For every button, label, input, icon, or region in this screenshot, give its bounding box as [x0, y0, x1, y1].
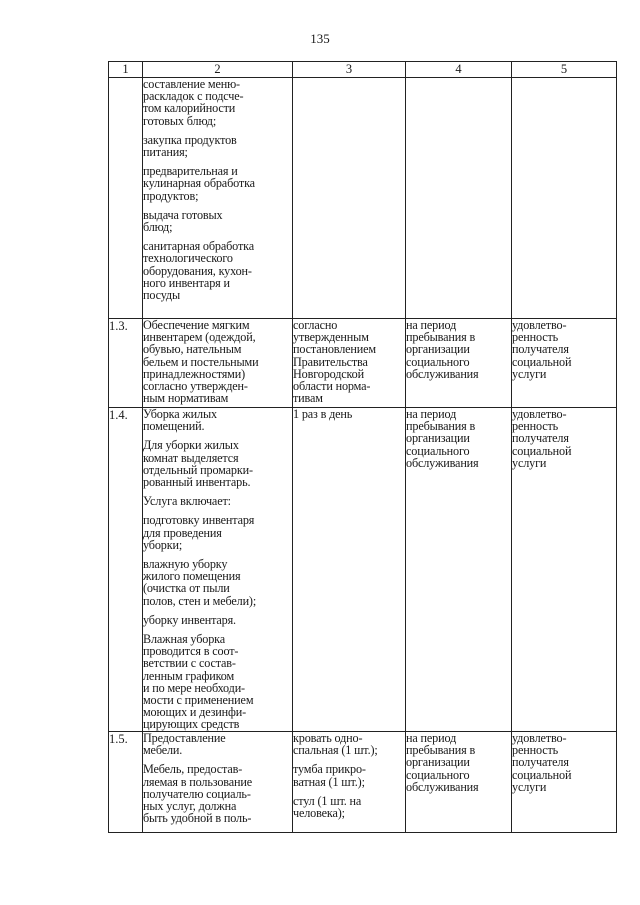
- quality-cell: [512, 78, 617, 319]
- service-term: на период пребывания в организации социального обслуживания: [406, 731, 479, 794]
- volume-cell: [293, 408, 406, 732]
- header-cell-3: 3: [293, 62, 406, 78]
- service-description-cell: [143, 732, 293, 833]
- term-cell: [406, 78, 512, 319]
- service-step: выдача готовых блюд;: [143, 207, 223, 235]
- service-step: закупка продуктов питания;: [143, 132, 237, 160]
- row-number: 1.4.: [109, 408, 143, 732]
- service-paragraph: Услуга включает:: [143, 494, 231, 509]
- service-paragraph: Влажная уборка проводится в соот- ветствии с состав- ленным графиком и по мере необходи- мости с применением моющих и дезинфи- цирующих средств: [143, 632, 254, 732]
- furniture-item: тумба прикро- ватная (1 шт.);: [293, 762, 366, 789]
- header-cell-4: 4: [406, 62, 512, 78]
- service-volume: 1 раз в день: [293, 407, 353, 421]
- service-paragraph: Мебель, предостав- ляемая в пользование получателю социаль- ных услуг, должна быть удобной в поль-: [143, 762, 252, 826]
- row-number: 1.3.: [109, 319, 143, 408]
- page-number: 135: [310, 31, 330, 46]
- service-description-cell: [143, 319, 293, 408]
- table-header-row: [109, 62, 617, 78]
- service-term: на период пребывания в организации социального обслуживания: [406, 407, 479, 470]
- services-table: [108, 61, 617, 833]
- service-paragraph: уборку инвентаря.: [143, 612, 236, 627]
- service-description: Обеспечение мягким инвентарем (одеждой, обувью, нательным бельем и постельными принадлежностями) согласно утвержден- ным нормативам: [143, 318, 259, 406]
- service-paragraph: Предоставление мебели.: [143, 731, 226, 758]
- table-row: [109, 732, 617, 833]
- furniture-item: кровать одно- спальная (1 шт.);: [293, 731, 378, 758]
- term-cell: [406, 408, 512, 732]
- table-row: [109, 319, 617, 408]
- term-cell: [406, 319, 512, 408]
- term-cell: [406, 732, 512, 833]
- furniture-item: стул (1 шт. на человека);: [293, 793, 362, 821]
- quality-cell: [512, 319, 617, 408]
- table-row: [109, 408, 617, 732]
- quality-cell: [512, 408, 617, 732]
- header-cell-1: 1: [109, 62, 143, 78]
- volume-cell: [293, 78, 406, 319]
- service-term: на период пребывания в организации социального обслуживания: [406, 318, 479, 381]
- service-description-cell: [143, 408, 293, 732]
- service-step: предварительная и кулинарная обработка продуктов;: [143, 164, 255, 203]
- row-number-cell: [109, 78, 143, 319]
- header-cell-5: 5: [512, 62, 617, 78]
- service-paragraph: подготовку инвентаря для проведения уборки;: [143, 513, 255, 552]
- service-quality: удовлетво- ренность получателя социальной услуги: [512, 407, 572, 470]
- header-cell-2: 2: [143, 62, 293, 78]
- quality-cell: [512, 732, 617, 833]
- service-quality: удовлетво- ренность получателя социальной услуги: [512, 318, 572, 381]
- service-step: санитарная обработка технологического оборудования, кухон- ного инвентаря и посуды: [143, 239, 254, 303]
- service-paragraph: влажную уборку жилого помещения (очистка от пыли полов, стен и мебели);: [143, 557, 257, 608]
- service-paragraph: Для уборки жилых комнат выделяется отдельный промарки- рованный инвентарь.: [143, 438, 253, 490]
- service-volume: согласно утвержденным постановлением Правительства Новгородской области норма- тивам: [293, 318, 376, 406]
- volume-cell: [293, 732, 406, 833]
- table-row: [109, 78, 617, 319]
- volume-cell: [293, 319, 406, 408]
- row-number: 1.5.: [109, 732, 143, 833]
- service-step: составление меню- раскладок с подсче- том калорийности готовых блюд;: [143, 77, 244, 128]
- service-description-cell: [143, 78, 293, 319]
- service-paragraph: Уборка жилых помещений.: [143, 407, 217, 434]
- service-quality: удовлетво- ренность получателя социальной услуги: [512, 731, 572, 794]
